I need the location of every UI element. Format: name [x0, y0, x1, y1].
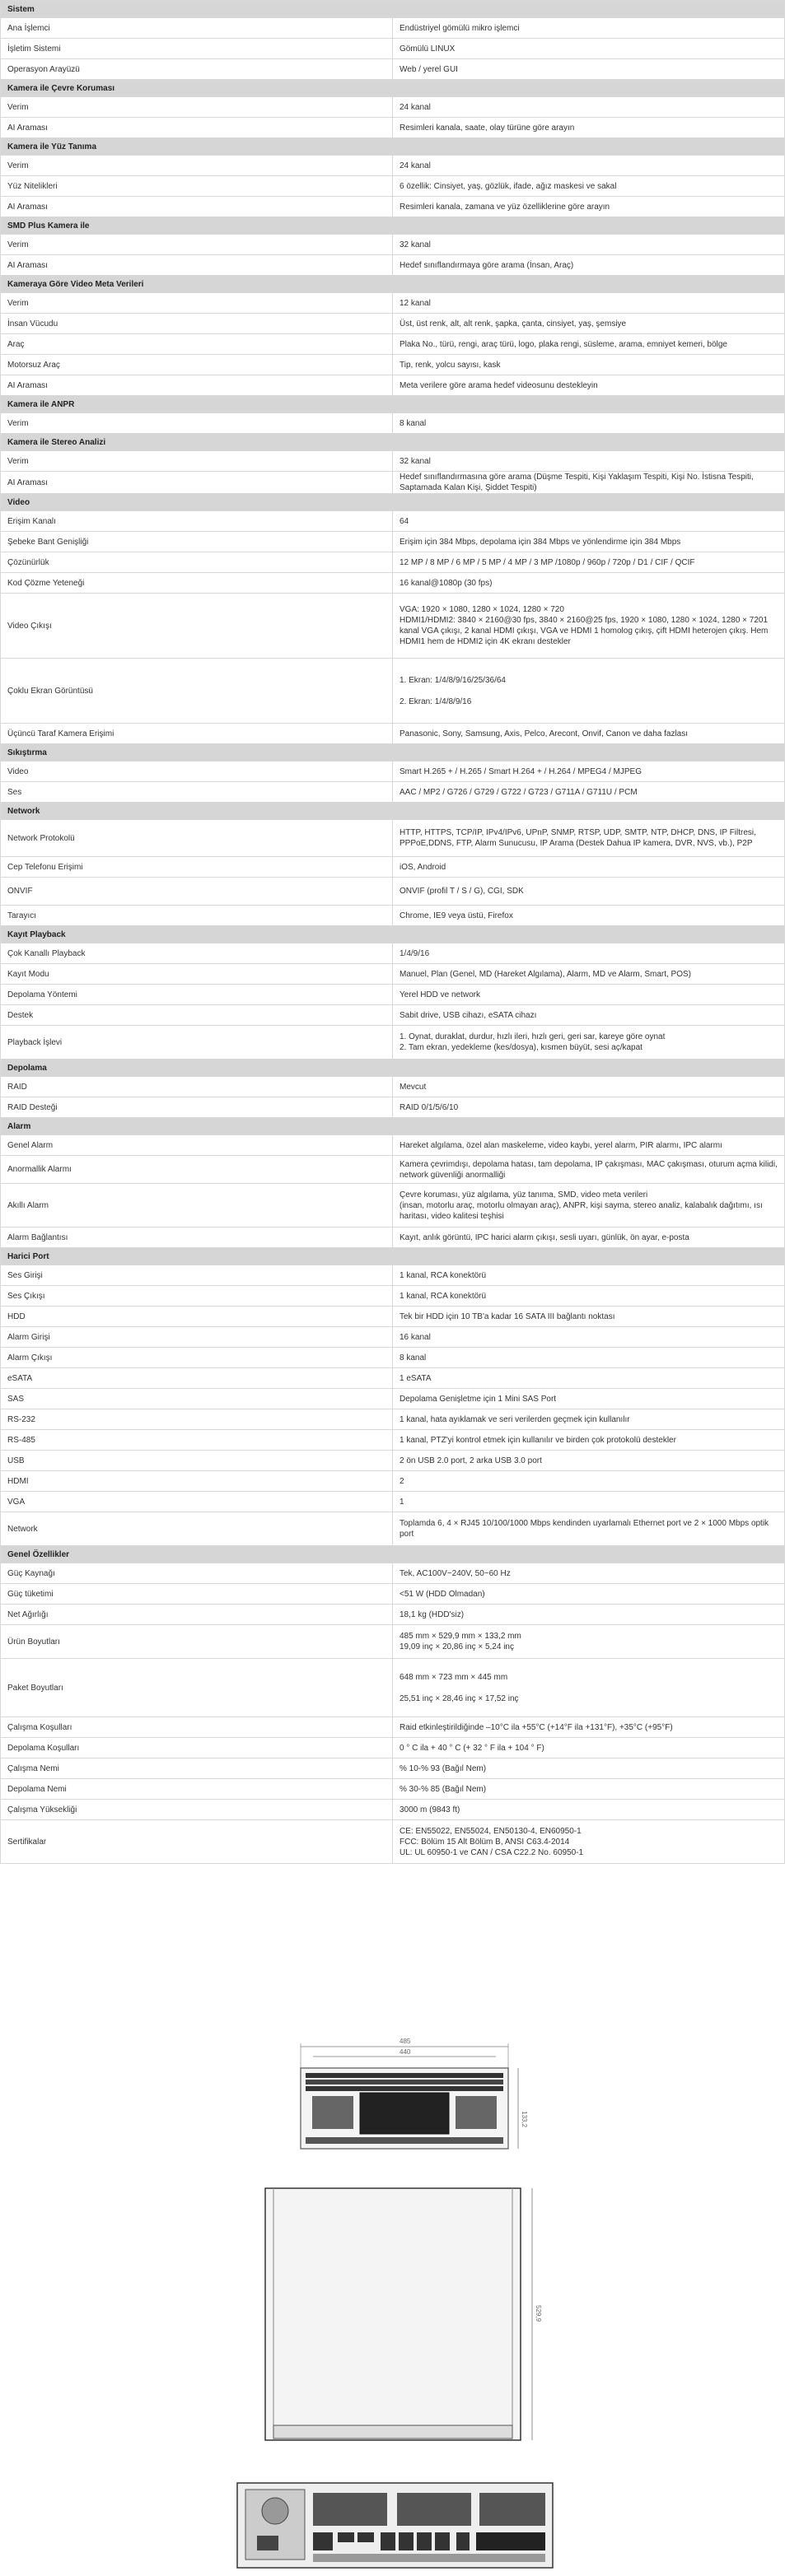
spec-row [1, 532, 785, 552]
spec-row [1, 334, 785, 355]
spec-row [1, 118, 785, 138]
spec-row [1, 964, 785, 985]
rear-vent-1 [313, 2493, 387, 2526]
spec-value: Erişim için 384 Mbps, depolama için 384 Mbps ve yönlendirme için 384 Mbps [393, 532, 785, 552]
spec-row [1, 472, 785, 494]
spec-value: 8 kanal [393, 1348, 785, 1368]
spec-row [1, 573, 785, 594]
spec-label: Çalışma Koşulları [1, 1717, 393, 1738]
spec-row [1, 413, 785, 434]
spec-value: 12 MP / 8 MP / 6 MP / 5 MP / 4 MP / 3 MP /1080p / 960p / 720p / D1 / CIF / QCIF [393, 552, 785, 573]
spec-label: SAS [1, 1389, 393, 1409]
spec-value: 64 [393, 511, 785, 532]
spec-row [1, 197, 785, 217]
spec-row [1, 762, 785, 782]
spec-label: Anormallik Alarmı [1, 1156, 393, 1184]
spec-label: Verim [1, 451, 393, 472]
spec-row [1, 1348, 785, 1368]
spec-row [1, 1005, 785, 1026]
spec-value: 1. Oynat, duraklat, durdur, hızlı ileri, hızlı geri, geri sar, kareye göre oynat 2. Tam ekran, yedekleme (kes/dosya), kısmen büyüt, sesi aç/kapat [393, 1026, 785, 1060]
spec-value: Raid etkinleştirildiğinde –10°C ila +55°C (+14°F ila +131°F), +35°C (+95°F) [393, 1717, 785, 1738]
spec-row [1, 594, 785, 659]
spec-label: Network Protokolü [1, 820, 393, 857]
spec-label: Akıllı Alarm [1, 1184, 393, 1227]
spec-row [1, 1738, 785, 1758]
spec-label: Motorsuz Araç [1, 355, 393, 375]
spec-value: Resimleri kanala, saate, olay türüne göre arayın [393, 118, 785, 138]
spec-value: VGA: 1920 × 1080, 1280 × 1024, 1280 × 720 HDMI1/HDMI2: 3840 × 2160@30 fps, 3840 × 2160@25 fps, 1920 × 1080, 1280 × 1024, 1280 × 7201 kanal VGA çıkışı, 2 kanal HDMI çıkışı, VGA ve HDMI 1 homolog çıkış, çift HDMI heterojen çıkış. Hem HDMI1 hem de HDMI2 için 4K ekranı destekler [393, 594, 785, 659]
spec-row [1, 1265, 785, 1286]
spec-row [1, 906, 785, 926]
section-title: Video [1, 494, 785, 511]
spec-value: 8 kanal [393, 413, 785, 434]
section-title: Alarm [1, 1118, 785, 1135]
spec-label: Tarayıcı [1, 906, 393, 926]
section-title: Kamera ile Yüz Tanıma [1, 138, 785, 156]
spec-label: Depolama Yöntemi [1, 985, 393, 1005]
spec-value: 485 mm × 529,9 mm × 133,2 mm 19,09 inç × 20,86 inç × 5,24 inç [393, 1625, 785, 1659]
power-socket-icon [257, 2536, 278, 2550]
spec-value: Üst, üst renk, alt, alt renk, şapka, çanta, cinsiyet, yaş, şemsiye [393, 314, 785, 334]
spec-value: iOS, Android [393, 857, 785, 878]
top-view-drawing [255, 2182, 552, 2453]
spec-label: Güç Kaynağı [1, 1563, 393, 1584]
spec-row [1, 1625, 785, 1659]
section-header [1, 276, 785, 293]
spec-value: Mevcut [393, 1077, 785, 1097]
spec-value: Yerel HDD ve network [393, 985, 785, 1005]
section-title: Harici Port [1, 1248, 785, 1265]
spec-row [1, 451, 785, 472]
section-header [1, 1060, 785, 1077]
spec-label: VGA [1, 1492, 393, 1512]
spec-value: 32 kanal [393, 451, 785, 472]
spec-row [1, 1389, 785, 1409]
spec-value: Meta verilere göre arama hedef videosunu destekleyin [393, 375, 785, 396]
spec-row [1, 235, 785, 255]
spec-label: Depolama Koşulları [1, 1738, 393, 1758]
left-vent [312, 2096, 353, 2129]
spec-value: 6 özellik: Cinsiyet, yaş, gözlük, ifade, ağız maskesi ve sakal [393, 176, 785, 197]
spec-row [1, 1327, 785, 1348]
spec-row [1, 1430, 785, 1451]
spec-row [1, 293, 785, 314]
spec-label: RAID [1, 1077, 393, 1097]
section-header [1, 1546, 785, 1563]
spec-row [1, 857, 785, 878]
spec-row [1, 1156, 785, 1184]
spec-row [1, 1026, 785, 1060]
spec-label: AI Araması [1, 118, 393, 138]
rj45-port-icon [381, 2532, 395, 2550]
spec-row [1, 1307, 785, 1327]
section-header [1, 434, 785, 451]
spec-value: 3000 m (9843 ft) [393, 1800, 785, 1820]
spec-label: Güç tüketimi [1, 1584, 393, 1605]
spec-label: HDD [1, 1307, 393, 1327]
spec-label: RAID Desteği [1, 1097, 393, 1118]
top-ribbing [306, 2073, 503, 2078]
spec-row [1, 355, 785, 375]
section-header [1, 803, 785, 820]
spec-value: Tek, AC100V~240V, 50~60 Hz [393, 1563, 785, 1584]
spec-row [1, 985, 785, 1005]
spec-label: Verim [1, 235, 393, 255]
spec-row [1, 1717, 785, 1738]
section-title: Kameraya Göre Video Meta Verileri [1, 276, 785, 293]
spec-label: Ses [1, 782, 393, 803]
spec-value: AAC / MP2 / G726 / G729 / G722 / G723 / G711A / G711U / PCM [393, 782, 785, 803]
spec-row [1, 97, 785, 118]
section-header [1, 926, 785, 943]
section-title: Kamera ile Çevre Koruması [1, 80, 785, 97]
section-header [1, 217, 785, 235]
spec-value: 1 kanal, hata ayıklamak ve seri verilerden geçmek için kullanılır [393, 1409, 785, 1430]
spec-value: Tek bir HDD için 10 TB'a kadar 16 SATA III bağlantı noktası [393, 1307, 785, 1327]
spec-value: Çevre koruması, yüz algılama, yüz tanıma, SMD, video meta verileri (insan, motorlu araç, motorlu olmayan araç), ANPR, kişi sayma, stereo analiz, kalabalık dağıtımı, ısı haritası, video kalitesi teşhisi [393, 1184, 785, 1227]
spec-label: Playback İşlevi [1, 1026, 393, 1060]
spec-label: Sertifikalar [1, 1820, 393, 1864]
spec-value: Web / yerel GUI [393, 59, 785, 80]
spec-label: Ses Çıkışı [1, 1286, 393, 1307]
spec-label: AI Araması [1, 255, 393, 276]
spec-value: Hareket algılama, özel alan maskeleme, video kaybı, yerel alarm, PIR alarmı, IPC alarmı [393, 1135, 785, 1156]
spec-label: Alarm Girişi [1, 1327, 393, 1348]
spec-label: Kod Çözme Yeteneği [1, 573, 393, 594]
vga-port-icon [313, 2532, 333, 2550]
spec-value: % 10-% 93 (Bağıl Nem) [393, 1758, 785, 1779]
section-title: Kamera ile Stereo Analizi [1, 434, 785, 451]
alarm-terminal-block [476, 2532, 545, 2550]
spec-row [1, 1471, 785, 1492]
spec-value: 0 ° C ila + 40 ° C (+ 32 ° F ila + 104 ° F) [393, 1738, 785, 1758]
section-header [1, 494, 785, 511]
spec-label: Üçüncü Taraf Kamera Erişimi [1, 724, 393, 744]
spec-row [1, 59, 785, 80]
section-header [1, 1118, 785, 1135]
spec-row [1, 1409, 785, 1430]
spec-label: Paket Boyutları [1, 1659, 393, 1717]
spec-value: Panasonic, Sony, Samsung, Axis, Pelco, Arecont, Onvif, Canon ve daha fazlası [393, 724, 785, 744]
section-title: Sistem [1, 1, 785, 18]
spec-row [1, 1758, 785, 1779]
spec-value: Kayıt, anlık görüntü, IPC harici alarm çıkışı, sesli uyarı, günlük, ön ayar, e-posta [393, 1227, 785, 1248]
spec-label: Network [1, 1512, 393, 1546]
spec-label: Çalışma Nemi [1, 1758, 393, 1779]
dim-depth-label: 529,9 [535, 2305, 542, 2322]
spec-value: 32 kanal [393, 235, 785, 255]
spec-label: Ana İşlemci [1, 18, 393, 39]
spec-label: Araç [1, 334, 393, 355]
spec-value: 16 kanal [393, 1327, 785, 1348]
spec-label: AI Araması [1, 375, 393, 396]
spec-value: 2 [393, 1471, 785, 1492]
section-header [1, 396, 785, 413]
spec-value: Resimleri kanala, zamana ve yüz özelliklerine göre arayın [393, 197, 785, 217]
section-title: SMD Plus Kamera ile [1, 217, 785, 235]
spec-value: Hedef sınıflandırmasına göre arama (Düşme Tespiti, Kişi Yaklaşım Tespiti, Kişi No. İstisna Tespiti, Saptamada Kalan Kişi, Şiddet Tespiti) [393, 472, 785, 494]
section-header [1, 1, 785, 18]
usb-port-icon [456, 2532, 470, 2550]
section-title: Kamera ile ANPR [1, 396, 785, 413]
spec-value: RAID 0/1/5/6/10 [393, 1097, 785, 1118]
dim-inner-width-label: 440 [400, 2048, 411, 2056]
spec-row [1, 176, 785, 197]
section-title: Depolama [1, 1060, 785, 1077]
spec-value: 648 mm × 723 mm × 445 mm 25,51 inç × 28,46 inç × 17,52 inç [393, 1659, 785, 1717]
spec-label: Verim [1, 293, 393, 314]
spec-row [1, 1184, 785, 1227]
spec-row [1, 782, 785, 803]
rear-vent-3 [479, 2493, 545, 2526]
section-title: Kayıt Playback [1, 926, 785, 943]
spec-row [1, 1563, 785, 1584]
spec-row [1, 1135, 785, 1156]
spec-label: Alarm Çıkışı [1, 1348, 393, 1368]
top-chassis [265, 2188, 521, 2440]
spec-label: RS-232 [1, 1409, 393, 1430]
spec-value: 12 kanal [393, 293, 785, 314]
spec-row [1, 1227, 785, 1248]
spec-label: USB [1, 1451, 393, 1471]
spec-row [1, 820, 785, 857]
rear-vent-2 [397, 2493, 471, 2526]
spec-label: Operasyon Arayüzü [1, 59, 393, 80]
spec-label: ONVIF [1, 878, 393, 906]
spec-label: Çoklu Ekran Görüntüsü [1, 659, 393, 724]
spec-value: Kamera çevrimdışı, depolama hatası, tam depolama, IP çakışması, MAC çakışması, oturum açma kilidi, network güvenliği anormalliği [393, 1156, 785, 1184]
spec-label: AI Araması [1, 472, 393, 494]
spec-label: Kayıt Modu [1, 964, 393, 985]
spec-label: Çalışma Yüksekliği [1, 1800, 393, 1820]
spec-label: Verim [1, 156, 393, 176]
spec-row [1, 255, 785, 276]
spec-value: 1/4/9/16 [393, 943, 785, 964]
spec-row [1, 1512, 785, 1546]
spec-value: 1 eSATA [393, 1368, 785, 1389]
spec-row [1, 1492, 785, 1512]
spec-label: Destek [1, 1005, 393, 1026]
spec-value: 24 kanal [393, 156, 785, 176]
spec-label: Çözünürlük [1, 552, 393, 573]
spec-value: 1 kanal, RCA konektörü [393, 1265, 785, 1286]
spec-label: Erişim Kanalı [1, 511, 393, 532]
spec-label: İşletim Sistemi [1, 39, 393, 59]
spec-value: Endüstriyel gömülü mikro işlemci [393, 18, 785, 39]
spec-row [1, 1451, 785, 1471]
spec-row [1, 375, 785, 396]
spec-value: <51 W (HDD Olmadan) [393, 1584, 785, 1605]
right-vent [456, 2096, 497, 2129]
spec-value: Toplamda 6, 4 × RJ45 10/100/1000 Mbps kendinden uyarlamalı Ethernet port ve 2 × 1000 Mbps optik port [393, 1512, 785, 1546]
spec-value: CE: EN55022, EN55024, EN50130-4, EN60950-1 FCC: Bölüm 15 Alt Bölüm B, ANSI C63.4-2014 UL: UL 60950-1 ve CAN / CSA C22.2 No. 60950-1 [393, 1820, 785, 1864]
spec-value: 24 kanal [393, 97, 785, 118]
spec-value: 1 kanal, PTZ'yi kontrol etmek için kullanılır ve birden çok protokolü destekler [393, 1430, 785, 1451]
spec-row [1, 1800, 785, 1820]
spec-row [1, 18, 785, 39]
spec-row [1, 314, 785, 334]
spec-value: 18,1 kg (HDD'siz) [393, 1605, 785, 1625]
spec-label: Video Çıkışı [1, 594, 393, 659]
spec-row [1, 511, 785, 532]
spec-row [1, 1779, 785, 1800]
spec-value: 1. Ekran: 1/4/8/9/16/25/36/64 2. Ekran: 1/4/8/9/16 [393, 659, 785, 724]
spec-label: Verim [1, 97, 393, 118]
spec-value: ONVIF (profil T / S / G), CGI, SDK [393, 878, 785, 906]
dim-height-label: 133,2 [521, 2111, 528, 2128]
spec-row [1, 1584, 785, 1605]
section-title: Network [1, 803, 785, 820]
spec-row [1, 1820, 785, 1864]
spec-value: HTTP, HTTPS, TCP/IP, IPv4/IPv6, UPnP, SNMP, RTSP, UDP, SMTP, NTP, DHCP, DNS, IP Filtresi, PPPoE,DDNS, FTP, Alarm Sunucusu, IP Arama (Destek Dahua IP kamera, DVR, NVS, vb.), P2P [393, 820, 785, 857]
spec-value: 1 kanal, RCA konektörü [393, 1286, 785, 1307]
spec-value: Smart H.265 + / H.265 / Smart H.264 + / H.264 / MPEG4 / MJPEG [393, 762, 785, 782]
spec-row [1, 1605, 785, 1625]
spec-label: Yüz Nitelikleri [1, 176, 393, 197]
spec-label: HDMI [1, 1471, 393, 1492]
section-header [1, 138, 785, 156]
rear-view-drawing [232, 2478, 558, 2573]
spec-value: 1 [393, 1492, 785, 1512]
spec-label: eSATA [1, 1368, 393, 1389]
spec-row [1, 1659, 785, 1717]
spec-row [1, 1097, 785, 1118]
spec-label: Çok Kanallı Playback [1, 943, 393, 964]
spec-value: Manuel, Plan (Genel, MD (Hareket Algılama), Alarm, MD ve Alarm, Smart, POS) [393, 964, 785, 985]
spec-label: İnsan Vücudu [1, 314, 393, 334]
hdmi-port-icon [338, 2532, 354, 2542]
fan-icon [262, 2498, 288, 2524]
spec-row [1, 878, 785, 906]
spec-row [1, 1286, 785, 1307]
spec-row [1, 1368, 785, 1389]
section-header [1, 1248, 785, 1265]
spec-row [1, 39, 785, 59]
section-header [1, 80, 785, 97]
spec-value: Hedef sınıflandırmaya göre arama (İnsan, Araç) [393, 255, 785, 276]
spec-value: % 30-% 85 (Bağıl Nem) [393, 1779, 785, 1800]
spec-label: Video [1, 762, 393, 782]
spec-row [1, 552, 785, 573]
spec-label: Verim [1, 413, 393, 434]
spec-label: RS-485 [1, 1430, 393, 1451]
spec-value: Depolama Genişletme için 1 Mini SAS Port [393, 1389, 785, 1409]
spec-label: Depolama Nemi [1, 1779, 393, 1800]
spec-label: Ses Girişi [1, 1265, 393, 1286]
spec-value: Tip, renk, yolcu sayısı, kask [393, 355, 785, 375]
spec-value: Sabit drive, USB cihazı, eSATA cihazı [393, 1005, 785, 1026]
spec-value: Chrome, IE9 veya üstü, Firefox [393, 906, 785, 926]
spec-row [1, 943, 785, 964]
spec-label: Ürün Boyutları [1, 1625, 393, 1659]
spec-value: Gömülü LINUX [393, 39, 785, 59]
spec-row [1, 1077, 785, 1097]
spec-label: Şebeke Bant Genişliği [1, 532, 393, 552]
spec-label: AI Araması [1, 197, 393, 217]
spec-label: Cep Telefonu Erişimi [1, 857, 393, 878]
spec-row [1, 724, 785, 744]
section-header [1, 744, 785, 762]
front-view-drawing [268, 2035, 548, 2167]
spec-value: Plaka No., türü, rengi, araç türü, logo, plaka rengi, süsleme, arama, emniyet kemeri, bölge [393, 334, 785, 355]
spec-label: Net Ağırlığı [1, 1605, 393, 1625]
spec-value: 16 kanal@1080p (30 fps) [393, 573, 785, 594]
spec-row [1, 659, 785, 724]
section-title: Genel Özellikler [1, 1546, 785, 1563]
spec-value: 2 ön USB 2.0 port, 2 arka USB 3.0 port [393, 1451, 785, 1471]
dim-width-label: 485 [400, 2038, 411, 2045]
front-lcd-screen [360, 2093, 449, 2134]
spec-label: Alarm Bağlantısı [1, 1227, 393, 1248]
section-title: Sıkıştırma [1, 744, 785, 762]
spec-row [1, 156, 785, 176]
spec-label: Genel Alarm [1, 1135, 393, 1156]
